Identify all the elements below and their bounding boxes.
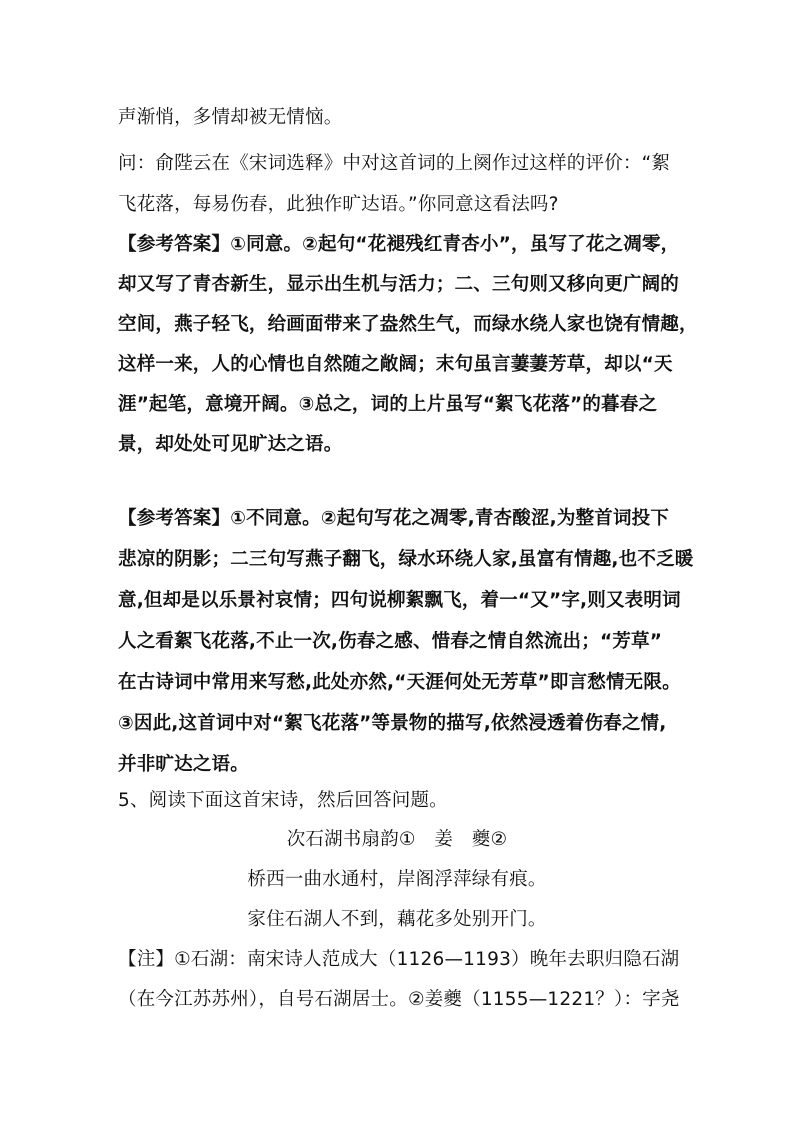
- section-heading: 5、阅读下面这首宋诗，然后回答问题。: [118, 790, 448, 811]
- answer-line: 在古诗词中常用来写愁,此处亦然,“天涯何处无芳草”即言愁情无限。: [118, 672, 681, 693]
- answer-line: 悲凉的阴影；二三句写燕子翻飞，绿水环绕人家,虽富有情趣,也不乏暖: [118, 549, 694, 570]
- answer-line: 意,但却是以乐景衬哀情；四句说柳絮飘飞，着一“又”字,则又表明词: [118, 590, 681, 611]
- answer-line: ③因此,这首词中对“絮飞花落”等景物的描写,依然浸透着伤春之情,: [118, 713, 667, 734]
- poem-title: 次石湖书扇韵① 姜 夔②: [286, 829, 508, 850]
- answer-line: 并非旷达之语。: [118, 754, 249, 775]
- question-line: 飞花落，每易伤春，此独作旷达语。”你同意这看法吗?: [118, 194, 559, 215]
- answer-line: 涯”起笔，意境开阔。③总之，词的上片虽写“絮飞花落”的暮春之: [118, 394, 658, 415]
- answer-line: 【参考答案】①不同意。②起句写花之凋零,青杏酸涩,为整首词投下: [118, 508, 670, 529]
- answer-line: 空间，燕子轻飞，给画面带来了盎然生气，而绿水绕人家也饶有情趣，: [118, 314, 698, 335]
- answer-line: 人之看絮飞花落,不止一次,伤春之感、惜春之情自然流出；“芳草”: [118, 631, 663, 652]
- note-line: 【注】①石湖：南宋诗人范成大（1126—1193）晚年去职归隐石湖: [118, 949, 680, 970]
- note-line: （在今江苏苏州），自号石湖居士。②姜夔（1155—1221？）：字尧: [118, 989, 680, 1010]
- answer-line: 景，却处处可见旷达之语。: [118, 434, 343, 455]
- poem-line: 家住石湖人不到，藕花多处别开门。: [247, 909, 547, 930]
- answer-line: 却又写了青杏新生，显示出生机与活力；二、三句则又移向更广阔的: [118, 274, 680, 295]
- answer-line: 这样一来，人的心情也自然随之敞阔；末句虽言萋萋芳草，却以“天: [118, 354, 673, 375]
- answer-line: 【参考答案】①同意。②起句“花褪残红青杏小”，虽写了花之凋零，: [118, 234, 680, 255]
- poem-line: 桥西一曲水通村，岸阁浮萍绿有痕。: [247, 869, 547, 890]
- question-line: 问：俞陛云在《宋词选释》中对这首词的上阕作过这样的评价：“絮: [118, 153, 671, 174]
- text-line: 声渐悄，多情却被无情恼。: [118, 107, 343, 128]
